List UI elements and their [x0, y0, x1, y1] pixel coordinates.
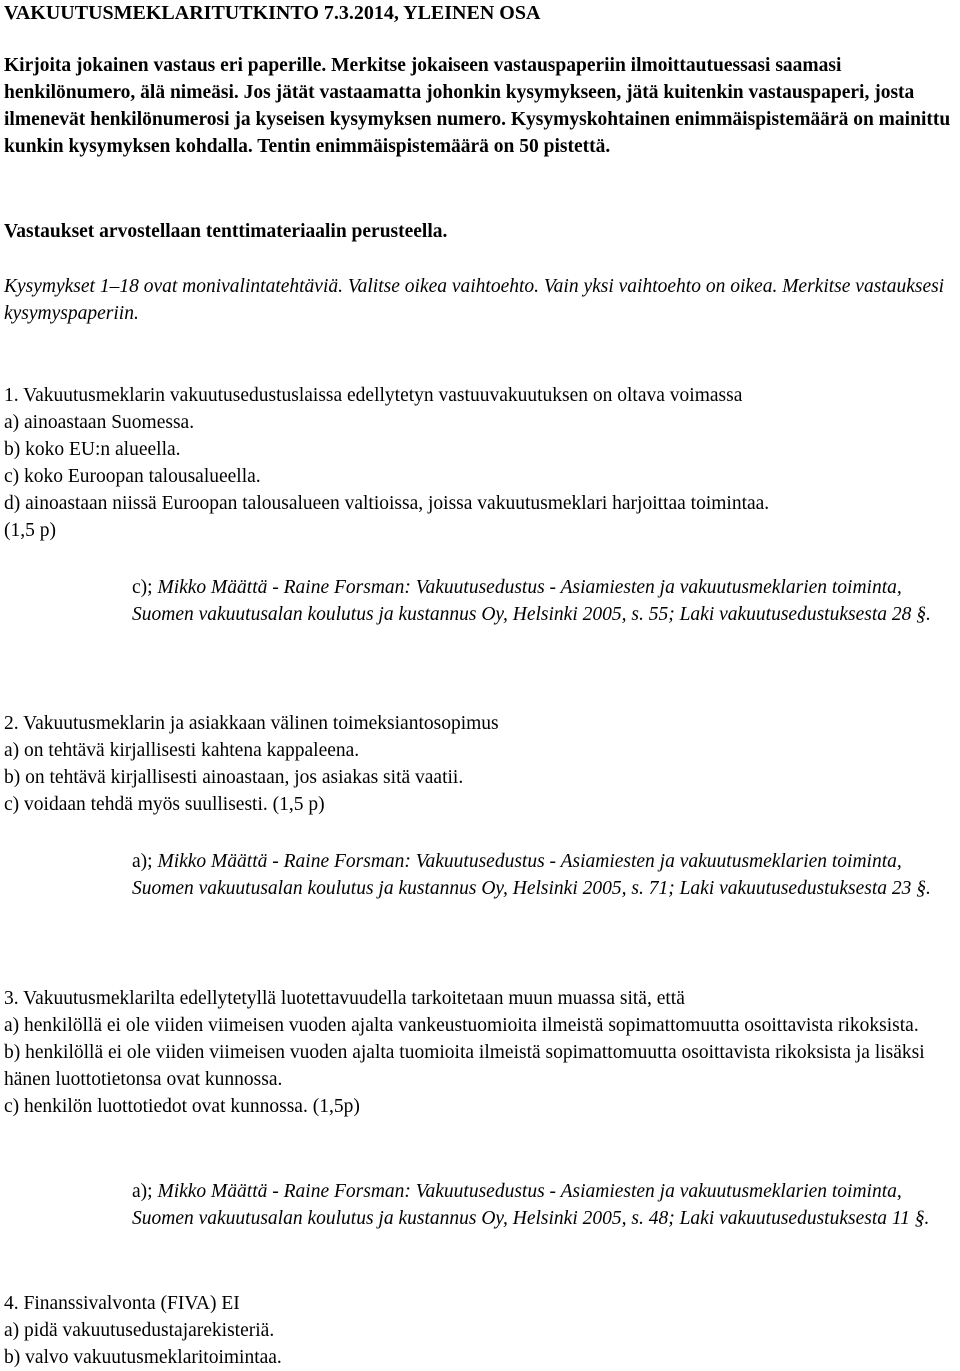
question-stem: 1. Vakuutusmeklarin vakuutusedustuslaissa edellytetyn vastuuvakuutuksen on oltava voimassa — [4, 385, 743, 406]
option-d: d) ainoastaan niissä Euroopan talousalueen valtioissa, joissa vakuutusmeklari harjoittaa toimintaa. — [4, 493, 770, 514]
question-2 — [4, 710, 959, 818]
answer-reference: Mikko Määttä - Raine Forsman: Vakuutusedustus - Asiamiesten ja vakuutusmeklarien toiminta, Suomen vakuutusalan koulutus ja kustannus Oy, Helsinki 2005, s. 71; Laki vakuutusedustuksesta 23 §. — [132, 851, 931, 899]
question-1 — [4, 382, 959, 544]
answer-2 — [132, 848, 960, 902]
answer-key: c); — [132, 577, 153, 598]
option-a: a) on tehtävä kirjallisesti kahtena kappaleena. — [4, 740, 360, 761]
option-c: c) koko Euroopan talousalueella. — [4, 466, 261, 487]
answer-reference: Mikko Määttä - Raine Forsman: Vakuutusedustus - Asiamiesten ja vakuutusmeklarien toiminta, Suomen vakuutusalan koulutus ja kustannus Oy, Helsinki 2005, s. 55; Laki vakuutusedustuksesta 28 §. — [132, 577, 931, 625]
question-stem: 3. Vakuutusmeklarilta edellytetyllä luotettavuudella tarkoitetaan muun muassa sitä, että — [4, 988, 685, 1009]
option-a: a) henkilöllä ei ole viiden viimeisen vuoden ajalta vankeustuomioita ilmeistä sopimattomuutta osoittavista rikoksista. — [4, 1015, 919, 1036]
page-title: VAKUUTUSMEKLARITUTKINTO 7.3.2014, YLEINEN OSA — [4, 2, 541, 24]
option-b: b) henkilöllä ei ole viiden viimeisen vuoden ajalta tuomioita ilmeistä sopimattomuutta osoittavista rikoksista ja lisäksi hänen luottotietonsa ovat kunnossa. — [4, 1042, 925, 1090]
option-a: a) pidä vakuutusedustajarekisteriä. — [4, 1320, 275, 1341]
option-a: a) ainoastaan Suomessa. — [4, 412, 195, 433]
answer-reference: Mikko Määttä - Raine Forsman: Vakuutusedustus - Asiamiesten ja vakuutusmeklarien toiminta, Suomen vakuutusalan koulutus ja kustannus Oy, Helsinki 2005, s. 48; Laki vakuutusedustuksesta 11 §. — [132, 1181, 930, 1229]
option-b: b) valvo vakuutusmeklaritoimintaa. — [4, 1347, 282, 1368]
question-stem: 2. Vakuutusmeklarin ja asiakkaan välinen toimeksiantosopimus — [4, 713, 499, 734]
option-c: c) henkilön luottotiedot ovat kunnossa. (1,5p) — [4, 1096, 360, 1117]
multiple-choice-instructions: Kysymykset 1–18 ovat monivalintatehtäviä. Valitse oikea vaihtoehto. Vain yksi vaihtoehto on oikea. Merkitse vastauksesi kysymyspaperiin. — [4, 276, 945, 324]
question-4 — [4, 1290, 959, 1371]
instructions-paragraph: Kirjoita jokainen vastaus eri paperille. Merkitse jokaiseen vastauspaperiin ilmoittautuessasi saamasi henkilönumero, älä nimeäsi. Jos jätät vastaamatta johonkin kysymykseen, jätä kuitenkin vastauspaperi, josta ilmenevät henkilönumerosi ja kyseisen kysymyksen numero. Kysymyskohtainen enimmäispistemäärä on mainittu kunkin kysymyksen kohdalla. Tentin enimmäispistemäärä on 50 pistettä. — [4, 55, 951, 157]
option-c: c) voidaan tehdä myös suullisesti. (1,5 p) — [4, 794, 325, 815]
question-3 — [4, 985, 959, 1120]
answer-key: a); — [132, 851, 153, 872]
option-b: b) on tehtävä kirjallisesti ainoastaan, jos asiakas sitä vaatii. — [4, 767, 464, 788]
answer-key: a); — [132, 1181, 153, 1202]
option-b: b) koko EU:n alueella. — [4, 439, 181, 460]
question-stem: 4. Finanssivalvonta (FIVA) EI — [4, 1293, 240, 1314]
answer-1 — [132, 574, 960, 628]
answer-3 — [132, 1178, 960, 1232]
grading-note: Vastaukset arvostellaan tenttimateriaalin perusteella. — [4, 221, 448, 242]
question-points: (1,5 p) — [4, 520, 56, 541]
